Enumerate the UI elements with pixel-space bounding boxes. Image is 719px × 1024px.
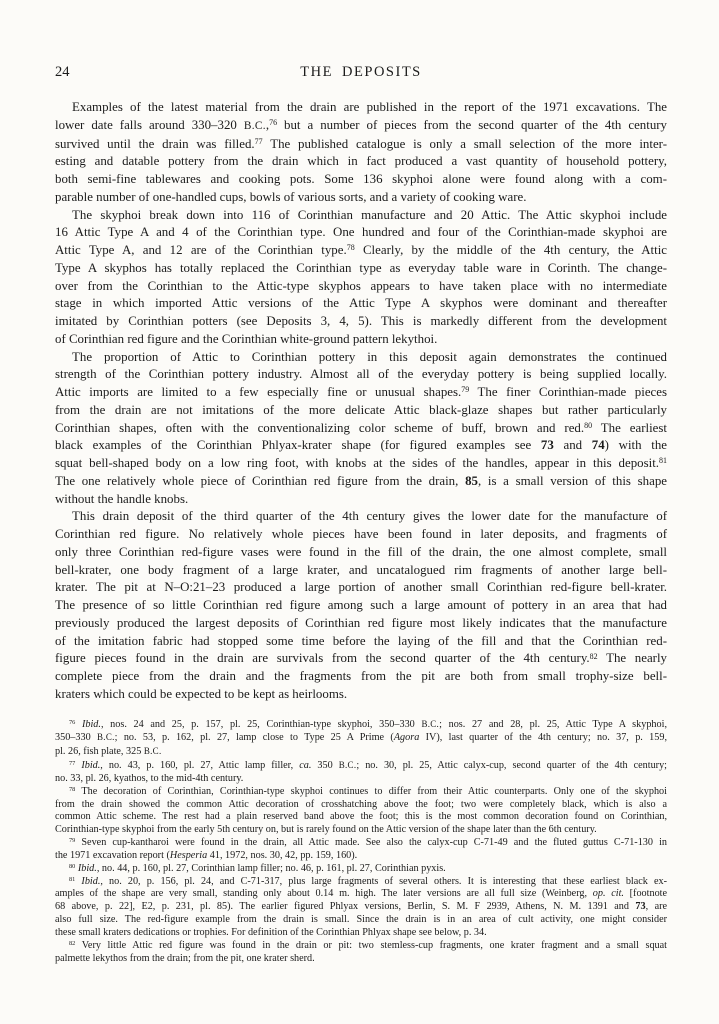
text-line bbox=[55, 295, 667, 313]
text-line bbox=[55, 745, 667, 759]
footnote-82 bbox=[55, 940, 667, 966]
text-run: Examples of the latest material from the drain are published in the report of the 1971 excavations. The bbox=[72, 100, 667, 114]
text-line bbox=[55, 718, 667, 732]
text-line bbox=[55, 508, 667, 526]
text-run: black examples of the Corinthian Phlyax-krater shape (for figured examples see bbox=[55, 438, 541, 453]
paragraph-3 bbox=[55, 349, 667, 509]
text-run: ; nos. 27 and 28, pl. 25, Attic Type A skyphoi, bbox=[439, 718, 667, 730]
text-run: figure pieces found in the drain are survivals from the second quarter of the 4th century. bbox=[55, 651, 590, 666]
text-run: The earliest bbox=[592, 420, 667, 435]
text-run: parable number of one-handled cups, bowls of various sorts, and a variety of cooking ware. bbox=[55, 189, 527, 204]
text-line bbox=[55, 927, 667, 940]
catalogue-number: 74 bbox=[591, 438, 605, 453]
text-run: strength of the Corinthian pottery industry. Almost all of the everyday pottery is being supplied locally. bbox=[55, 367, 667, 382]
text-run: of the imitation fabric had stopped some time before the laying of the fill and that the Corinthian red- bbox=[55, 633, 667, 648]
text-run: from the drain are not imitations of the more delicate Attic black-glaze shapes but rather particularly bbox=[55, 402, 667, 417]
text-line bbox=[55, 437, 667, 455]
text-run: bell-krater, one body fragment of a large krater, and uncatalogued rim fragments of another large bell- bbox=[55, 562, 667, 577]
text-line bbox=[55, 455, 667, 473]
footnote-ref: 82 bbox=[69, 940, 76, 947]
text-run: , no. 43, p. 160, pl. 27, Attic lamp filler, bbox=[100, 760, 300, 772]
text-line bbox=[55, 863, 667, 876]
text-run: , no. 44, p. 160, pl. 27, Corinthian lamp filler; no. 46, p. 161, pl. 27, Corinthian pyxis. bbox=[96, 862, 446, 874]
text-run: 41, 1972, nos. 30, 42, pp. 159, 160). bbox=[207, 849, 358, 861]
footnotes-section bbox=[55, 718, 667, 966]
text-line bbox=[55, 366, 667, 384]
text-run: , bbox=[265, 117, 270, 132]
text-run: stage in which imported Attic versions of the Attic Type A skyphos were dominant and thereafter bbox=[55, 296, 667, 311]
text-run: from the drain showed the common Attic decoration of crosshatching above the foot; two were completely black, which is also a bbox=[55, 798, 667, 810]
text-run: palmette lekythos from the drain; from the pit, one krater sherd. bbox=[55, 952, 315, 964]
text-run: Corinthian red figure. No relatively whole pieces have been found in later deposits, and fragments of bbox=[55, 527, 667, 541]
citation: Agora bbox=[393, 732, 420, 744]
text-run: amples of the shape are very small, standing only about 0.14 m. high. The later versions are all full size (Weinberg, bbox=[55, 888, 593, 900]
text-run: squat bell-shaped body on a low ring foot, with knobs at the sides of the handles, appear in this deposit. bbox=[55, 456, 660, 470]
text-run: Type A skyphos has totally replaced the Corinthian type as everyday table ware in Corinth. The change- bbox=[55, 260, 667, 275]
text-run bbox=[75, 719, 82, 730]
small-caps: B.C. bbox=[97, 732, 115, 743]
text-line bbox=[55, 420, 667, 438]
footnote-78 bbox=[55, 786, 667, 837]
text-line bbox=[55, 650, 667, 668]
text-line bbox=[55, 242, 667, 260]
text-line bbox=[55, 731, 667, 745]
text-run: over from the Corinthian to the Attic-type skyphos appears to have taken place with no intermediate bbox=[55, 278, 667, 293]
text-run: but a number of pieces from the second quarter of the 4th century bbox=[277, 117, 668, 132]
small-caps: B.C. bbox=[243, 119, 266, 132]
text-run: Attic Type A, and 12 are of the Corinthian type. bbox=[55, 243, 347, 257]
text-line bbox=[55, 278, 667, 296]
page-header bbox=[55, 64, 667, 82]
text-run: imitated by Corinthian potters (see Deposits 3, 4, 5). This is markedly different from the development bbox=[55, 314, 667, 328]
text-run: , nos. 24 and 25, p. 157, pl. 25, Corinthian-type skyphoi, 350–330 bbox=[100, 718, 422, 730]
text-run: 68 above, p. 22], E2, p. 231, pl. 85). The earlier figured Phlyax versions, Berlin, S. M. F 2939, Athens, N. M. 1391 and bbox=[55, 901, 636, 913]
text-run: both semi-fine tablewares and cooking pots. Some 136 skyphoi alone were found along with a com- bbox=[55, 172, 667, 186]
footnote-80 bbox=[55, 863, 667, 876]
text-run: the 1971 excavation report ( bbox=[55, 849, 170, 861]
text-run: krater. The pit at N–O:21–23 produced a large portion of another small Corinthian red-figure bell-krater. bbox=[55, 580, 667, 595]
body-text bbox=[55, 99, 667, 704]
text-line bbox=[55, 526, 667, 544]
text-run: The skyphoi break down into 116 of Corinthian manufacture and 20 Attic. The Attic skyphoi include bbox=[72, 207, 667, 222]
footnote-ref: 81 bbox=[659, 456, 667, 466]
text-run: esting and datable pottery from the drain which in fact produced a vast quantity of household pottery, bbox=[55, 154, 667, 169]
text-line bbox=[55, 850, 667, 863]
footnote-79 bbox=[55, 837, 667, 863]
text-line bbox=[55, 491, 667, 509]
text-line bbox=[55, 224, 667, 242]
citation: Ibid. bbox=[81, 760, 101, 772]
footnote-ref: 77 bbox=[69, 760, 76, 768]
text-run: Seven cup-kantharoi were found in the drain, all Attic made. See also the calyx-cup C-71-49 and the fluted guttus C-71-130 in bbox=[75, 837, 667, 849]
footnote-81 bbox=[55, 876, 667, 940]
text-line bbox=[55, 914, 667, 927]
text-run: The published catalogue is only a small selection of the more inter- bbox=[262, 136, 667, 151]
text-line bbox=[55, 876, 667, 889]
text-line bbox=[55, 313, 667, 331]
text-run: without the handle knobs. bbox=[55, 491, 189, 506]
text-run: and bbox=[553, 438, 592, 453]
page-content bbox=[55, 64, 667, 966]
citation: Hesperia bbox=[169, 849, 208, 861]
text-run: complete piece from the drain and the fragments from the pit are both from small trophy-size bell- bbox=[55, 669, 667, 683]
text-line bbox=[55, 773, 667, 786]
footnote-ref: 78 bbox=[346, 243, 355, 253]
text-line bbox=[55, 799, 667, 812]
text-line bbox=[55, 940, 667, 953]
text-line bbox=[55, 331, 667, 349]
small-caps: B.C. bbox=[143, 746, 162, 757]
text-run: 350 bbox=[311, 760, 339, 772]
footnote-76 bbox=[55, 718, 667, 760]
footnote-ref: 76 bbox=[269, 118, 278, 128]
footnote-77 bbox=[55, 759, 667, 786]
text-run: The decoration of Corinthian, Corinthian-type skyphoi continues to differ from their Attic counterparts. Only one of the skyphoi bbox=[75, 785, 667, 797]
text-line bbox=[55, 888, 667, 901]
citation: ca. bbox=[299, 760, 312, 772]
text-line bbox=[55, 99, 667, 117]
text-line bbox=[55, 117, 667, 136]
footnote-ref: 76 bbox=[69, 718, 76, 726]
text-line bbox=[55, 901, 667, 914]
text-run: of Corinthian red figure and the Corinthian white-ground pattern lekythoi. bbox=[55, 331, 438, 346]
paragraph-1 bbox=[55, 99, 667, 207]
text-run: This drain deposit of the third quarter of the 4th century gives the lower date for the manufacture of bbox=[72, 509, 667, 524]
text-run: IV), last quarter of the 4th century; no. 37, p. 159, bbox=[419, 732, 667, 744]
text-line bbox=[55, 473, 667, 491]
text-line bbox=[55, 544, 667, 562]
text-run: common Attic scheme. The rest had a plain reserved band above the foot; this is the most common decoration found on Corinthian, bbox=[55, 811, 667, 823]
text-line bbox=[55, 786, 667, 799]
catalogue-number: 73 bbox=[635, 901, 646, 913]
text-line bbox=[55, 207, 667, 225]
text-line bbox=[55, 136, 667, 154]
text-run: kraters which could be expected to be kept as heirlooms. bbox=[55, 686, 348, 701]
footnote-ref: 79 bbox=[461, 385, 470, 395]
text-run: no. 33, pl. 26, kyathos, to the mid-4th century. bbox=[55, 772, 244, 784]
text-line bbox=[55, 597, 667, 615]
text-line bbox=[55, 349, 667, 367]
text-line bbox=[55, 189, 667, 207]
text-line bbox=[55, 384, 667, 402]
text-line bbox=[55, 615, 667, 633]
text-run: [footnote bbox=[623, 888, 668, 900]
text-run: pl. 26, fish plate, 325 bbox=[55, 746, 144, 758]
text-run: Corinthian shapes, often with the conventionalizing color scheme of buff, brown and red. bbox=[55, 420, 585, 435]
text-run: ; no. 30, pl. 25, Attic calyx-cup, second quarter of the 4th century; bbox=[356, 760, 668, 772]
text-line bbox=[55, 668, 667, 686]
text-run: 16 Attic Type A and 4 of the Corinthian type. One hundred and four of the Corinthian-made skyphoi are bbox=[55, 225, 667, 240]
text-run: Attic imports are limited to a few especially fine or unusual shapes. bbox=[55, 385, 462, 399]
text-run: lower date falls around 330–320 bbox=[55, 117, 244, 132]
text-run: , no. 20, p. 156, pl. 24, and C-71-317, plus large fragments of several others. It is interesting that these earliest black ex- bbox=[100, 875, 667, 887]
text-run: only three Corinthian red-figure vases were found in the fill of the drain, the one almost complete, small bbox=[55, 544, 667, 559]
page-number: 24 bbox=[55, 64, 70, 80]
text-run: ; no. 53, p. 162, pl. 27, lamp close to Type 25 A Prime ( bbox=[114, 732, 394, 744]
text-run: The presence of so little Corinthian red figure among such a large amount of pottery in an area that had bbox=[55, 598, 667, 612]
catalogue-number: 73 bbox=[540, 438, 554, 453]
text-run: Clearly, by the middle of the 4th century, the Attic bbox=[354, 243, 667, 257]
text-line bbox=[55, 686, 667, 704]
text-line bbox=[55, 953, 667, 966]
footnote-ref: 79 bbox=[69, 837, 76, 845]
text-line bbox=[55, 153, 667, 171]
text-run: 350–330 bbox=[55, 732, 97, 744]
text-run: , is a small version of this shape bbox=[477, 473, 667, 488]
footnote-ref: 80 bbox=[69, 862, 76, 870]
text-run: The proportion of Attic to Corinthian pottery in this deposit again demonstrates the continued bbox=[72, 349, 667, 364]
text-run: previously produced the largest deposits of Corinthian red figure most likely indicates that the manufacture bbox=[55, 615, 667, 630]
text-run: these small kraters dedications or trophies. For definition of the Corinthian Phlyax shape see below, p. 34. bbox=[55, 927, 487, 938]
small-caps: B.C. bbox=[338, 760, 357, 771]
text-line bbox=[55, 759, 667, 773]
paragraph-2 bbox=[55, 207, 667, 349]
text-run: also full size. The red-figure example from the drain is small. Since the drain is in an area of cult activity, one might consider bbox=[55, 914, 667, 926]
text-line bbox=[55, 837, 667, 850]
catalogue-number: 85 bbox=[465, 473, 478, 488]
footnote-ref: 82 bbox=[589, 651, 598, 661]
citation: Ibid. bbox=[77, 862, 97, 874]
running-title: THE DEPOSITS bbox=[300, 64, 422, 80]
text-line bbox=[55, 260, 667, 278]
text-run: survived until the drain was filled. bbox=[55, 136, 255, 151]
text-run: Corinthian-type skyphoi from the early 5th century on, but is rarely found on the Attic version of the shape later than the 6th century. bbox=[55, 824, 597, 836]
text-line bbox=[55, 171, 667, 189]
text-run: The nearly bbox=[597, 651, 667, 666]
paragraph-4 bbox=[55, 508, 667, 703]
text-line bbox=[55, 633, 667, 651]
text-line bbox=[55, 562, 667, 580]
footnote-ref: 80 bbox=[584, 420, 593, 430]
citation: Ibid. bbox=[81, 718, 101, 730]
footnote-ref: 81 bbox=[69, 875, 76, 883]
text-line bbox=[55, 824, 667, 837]
text-run: ) with the bbox=[604, 438, 667, 453]
footnote-ref: 78 bbox=[69, 785, 76, 793]
footnote-ref: 77 bbox=[254, 136, 263, 146]
text-line bbox=[55, 579, 667, 597]
text-run: The one relatively whole piece of Corinthian red figure from the drain, bbox=[55, 473, 466, 488]
text-run: , are bbox=[645, 901, 668, 913]
small-caps: B.C. bbox=[421, 718, 440, 729]
text-line bbox=[55, 811, 667, 824]
text-run: The finer Corinthian-made pieces bbox=[469, 385, 667, 399]
text-line bbox=[55, 402, 667, 420]
citation: op. cit. bbox=[592, 888, 624, 900]
text-run: Very little Attic red figure was found in the drain or pit: two stemless-cup fragments, one krater fragment and a small squat bbox=[75, 939, 667, 951]
citation: Ibid. bbox=[81, 875, 101, 887]
